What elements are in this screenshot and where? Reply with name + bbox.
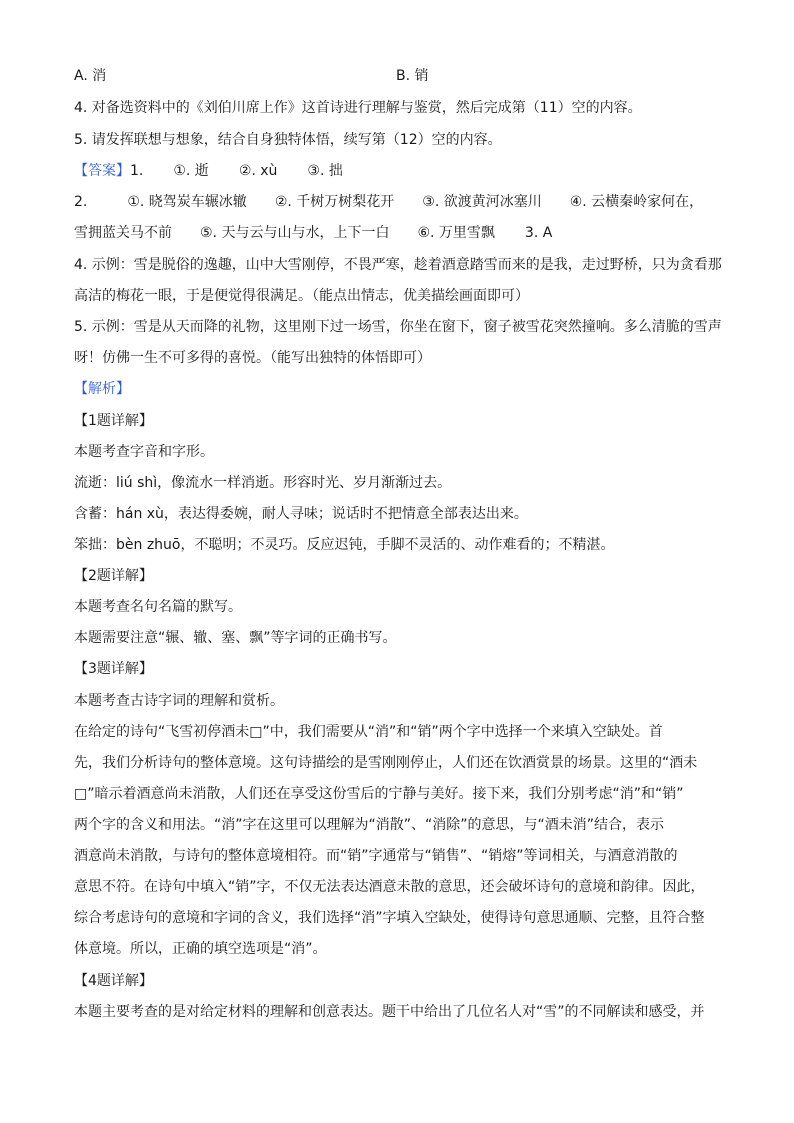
answer-3: 3. A xyxy=(524,225,553,241)
detail-4-line: 本题主要考查的是对给定材料的理解和创意表达。题干中给出了几位名人对“雪”的不同解读和感受，并 xyxy=(74,1004,705,1020)
detail-3-line: 综合考虑诗句的意境和字词的含义，我们选择“消”字填入空缺处，使得诗句意思通顺、完整，且符合整 xyxy=(74,910,705,926)
answer-4-line: 4. 示例：雪是脱俗的逸趣，山中大雪刚停，不畏严寒，趁着酒意踏雪而来的是我，走过野桥，只为贪看那 xyxy=(74,257,722,273)
answer-1-prefix: 1. xyxy=(130,163,144,179)
answer-1-item: ①. 逝 xyxy=(173,163,209,179)
detail-1-line: 含蓄：hán xù，表达得委婉，耐人寻味；说话时不把情意全部表达出来。 xyxy=(74,506,528,522)
detail-3-line: 在给定的诗句“飞雪初停酒未□”中，我们需要从“消”和“销”两个字中选择一个来填入空缺处。首 xyxy=(74,724,663,740)
answer-2-item: ②. 千树万树梨花开 xyxy=(274,194,395,210)
answer-2-item: 雪拥蓝关马不前 xyxy=(74,225,172,241)
detail-3-line: 酒意尚未消散，与诗句的整体意境相符。而“销”字通常与“销售”、“销熔”等词相关，与酒意消散的 xyxy=(74,848,678,864)
option-a: A. 消 xyxy=(74,68,107,84)
answer-1-item: ③. 拙 xyxy=(307,163,343,179)
answer-2-item: ⑥. 万里雪飘 xyxy=(417,225,495,241)
detail-1-line: 本题考查字音和字形。 xyxy=(74,444,214,460)
answer-label: 【答案】 xyxy=(74,163,130,179)
detail-1-line: 流逝：liú shì，像流水一样消逝。形容时光、岁月渐渐过去。 xyxy=(74,475,452,491)
answer-2-item: ①. 晓驾炭车辗冰辙 xyxy=(127,194,247,210)
answer-2-cont-line xyxy=(74,223,734,243)
answer-2-line xyxy=(74,192,734,212)
analysis-label: 【解析】 xyxy=(74,381,130,397)
answer-5-line: 5. 示例：雪是从天而降的礼物，这里刚下过一场雪，你坐在窗下，窗子被雪花突然撞响。多么清脆的雪声 xyxy=(74,319,722,335)
detail-3-line: 意思不符。在诗句中填入“销”字，不仅无法表达酒意未散的意思，还会破坏诗句的意境和韵律。因此， xyxy=(74,879,705,895)
answer-2-item: ⑤. 天与云与山与水，上下一白 xyxy=(200,225,390,241)
option-b: B. 销 xyxy=(396,68,429,84)
answer-4-line: 高洁的梅花一眼，于是便觉得很满足。（能点出情志，优美描绘画面即可） xyxy=(74,288,529,304)
detail-1-heading: 【1题详解】 xyxy=(74,413,153,429)
detail-2-line: 本题需要注意“辗、辙、塞、飘”等字词的正确书写。 xyxy=(74,630,397,646)
answer-5-line: 呀！仿佛一生不可多得的喜悦。（能写出独特的体悟即可） xyxy=(74,350,431,366)
answer-1-item: ②. xù xyxy=(238,163,278,179)
detail-4-heading: 【4题详解】 xyxy=(74,973,153,989)
answer-2-item: ③. 欲渡黄河冰塞川 xyxy=(422,194,542,210)
detail-2-line: 本题考查名句名篇的默写。 xyxy=(74,599,242,615)
question-4: 4. 对备选资料中的《刘伯川席上作》这首诗进行理解与鉴赏，然后完成第（11）空的内容。 xyxy=(74,100,642,116)
detail-3-heading: 【3题详解】 xyxy=(74,661,153,677)
answer-2-item: ④. 云横秦岭家何在， xyxy=(569,194,704,210)
detail-3-line: 两个字的含义和用法。“消”字在这里可以理解为“消散”、“消除”的意思，与“酒未消”结合，表示 xyxy=(74,817,665,833)
question-5: 5. 请发挥联想与想象，结合自身独特体悟，续写第（12）空的内容。 xyxy=(74,132,502,148)
answer-2-prefix: 2. xyxy=(74,194,88,210)
answer-1-line xyxy=(74,161,734,181)
detail-2-heading: 【2题详解】 xyxy=(74,568,153,584)
detail-3-line: 体意境。所以，正确的填空选项是“消”。 xyxy=(74,941,327,957)
detail-3-line: 先，我们分析诗句的整体意境。这句诗描绘的是雪刚刚停止，人们还在饮酒赏景的场景。这里的“酒未 xyxy=(74,755,698,771)
detail-3-line: □”暗示着酒意尚未消散，人们还在享受这份雪后的宁静与美好。接下来，我们分别考虑“消”和“销” xyxy=(74,786,684,802)
detail-3-line: 本题考查古诗字词的理解和赏析。 xyxy=(74,693,284,709)
detail-1-line: 笨拙：bèn zhuō，不聪明；不灵巧。反应迟钝，手脚不灵活的、动作难看的；不精湛。 xyxy=(74,537,615,553)
